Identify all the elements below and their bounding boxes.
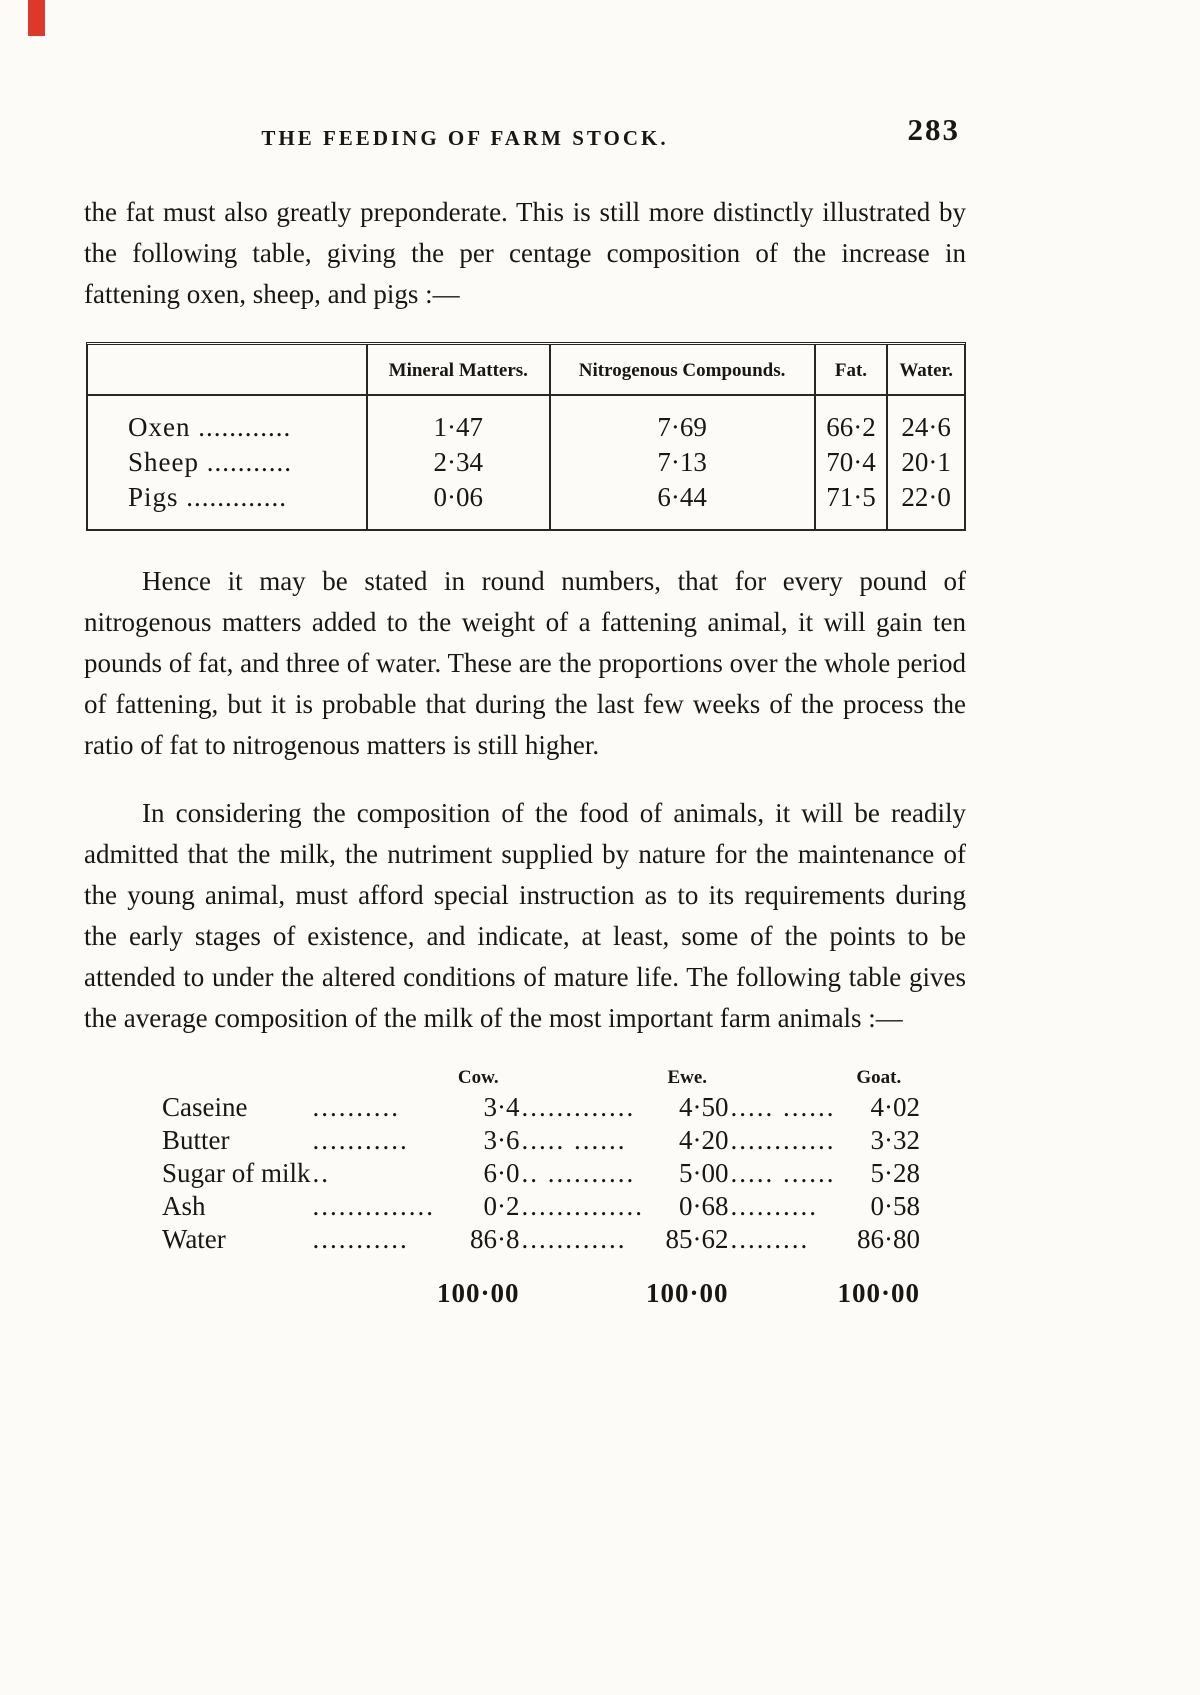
cell-ewe: 4·20	[679, 1125, 729, 1155]
t2-header-ewe: Ewe.	[667, 1067, 708, 1088]
cell-water: 24·6	[887, 395, 964, 445]
t1-header-blank	[88, 345, 367, 395]
cell-cow: 3·4	[483, 1092, 520, 1122]
page-number: 283	[907, 112, 960, 147]
cell-goat: 4·02	[870, 1092, 921, 1122]
leader-dots: ..............	[312, 1191, 435, 1221]
leader-dots: ..... ......	[521, 1125, 627, 1155]
leader-dots: .............	[521, 1092, 636, 1122]
leader-dots: ..............	[521, 1191, 645, 1221]
cell-cow: 0·2	[483, 1191, 520, 1221]
row-label: Ash	[162, 1191, 206, 1221]
row-label: Oxen ............	[128, 412, 292, 442]
cell-cow: 6·0	[483, 1158, 520, 1188]
page-body	[84, 112, 966, 1310]
leader-dots: .. ..........	[521, 1158, 636, 1188]
cell-ewe: 85·62	[665, 1224, 729, 1254]
t2-header-cow: Cow.	[457, 1067, 499, 1088]
cell-mineral: 0·06	[367, 480, 550, 529]
cell-goat: 86·80	[857, 1224, 921, 1254]
page-title: THE FEEDING OF FARM STOCK.	[261, 126, 669, 150]
leader-dots: .............	[186, 482, 288, 512]
milk-row-caseine	[162, 1091, 920, 1124]
t1-header-water: Water.	[887, 345, 964, 395]
leader-dots: ..... ......	[730, 1158, 836, 1188]
leader-dots: ...........	[206, 447, 292, 477]
cell-nitrogenous: 7·69	[550, 395, 815, 445]
leader-dots: ...........	[312, 1125, 409, 1155]
cell-mineral: 1·47	[367, 395, 550, 445]
t2-header-goat: Goat.	[856, 1067, 902, 1088]
milk-row-water	[162, 1223, 920, 1256]
row-label: Caseine	[162, 1092, 248, 1122]
t1-header-mineral-matters: Mineral Matters.	[367, 345, 550, 395]
cell-fat: 71·5	[815, 480, 888, 529]
leader-dots: ..........	[312, 1092, 400, 1122]
total-ewe: 100·00	[646, 1278, 729, 1308]
row-label: Sheep ...........	[128, 447, 292, 477]
leader-dots: ...........	[312, 1224, 409, 1254]
table-row-pigs	[88, 480, 964, 529]
milk-row-ash	[162, 1190, 920, 1223]
table-row-oxen	[88, 395, 964, 445]
milk-table-header-row	[162, 1066, 920, 1091]
cell-goat: 3·32	[870, 1125, 921, 1155]
cell-goat: 5·28	[870, 1158, 921, 1188]
milk-row-butter	[162, 1124, 920, 1157]
milk-composition-table	[162, 1066, 921, 1310]
leader-dots: ............	[730, 1125, 836, 1155]
cell-cow: 3·6	[483, 1125, 520, 1155]
t1-header-fat: Fat.	[815, 345, 888, 395]
cell-cow: 86·8	[470, 1224, 520, 1254]
cell-ewe: 5·00	[679, 1158, 729, 1188]
red-scan-edge-mark	[28, 0, 45, 36]
cell-ewe: 4·50	[679, 1092, 729, 1122]
cell-fat: 70·4	[815, 445, 888, 480]
leader-dots: ............	[198, 412, 292, 442]
running-head	[84, 112, 966, 164]
cell-nitrogenous: 7·13	[550, 445, 815, 480]
row-label: Water	[162, 1224, 226, 1254]
paragraph-3: In considering the composition of the food of animals, it will be readily admitted that the milk, the nutriment supplied by nature for the maintenance of the young animal, must afford special instruction as to its requirements during the early stages of existence, and indicate, at least, some of the points to be attended to under the altered conditions of mature life. The following table gives the average composition of the milk of the most important farm animals :—	[84, 798, 966, 1033]
paragraph-2: Hence it may be stated in round numbers, that for every pound of nitrogenous matters added to the weight of a fattening animal, it will gain ten pounds of fat, and three of water. These are the proportions over the whole period of fattening, but it is probable that during the last few weeks of the process the ratio of fat to nitrogenous matters is still higher.	[84, 566, 966, 760]
leader-dots: ..........	[730, 1191, 819, 1221]
table-row-sheep	[88, 445, 964, 480]
cell-fat: 66·2	[815, 395, 888, 445]
t1-header-nitrogenous-compounds: Nitrogenous Compounds.	[550, 345, 815, 395]
row-label: Butter	[162, 1125, 230, 1155]
leader-dots: ..	[312, 1158, 330, 1188]
milk-row-sugar-of-milk	[162, 1157, 920, 1190]
leader-dots: .........	[730, 1224, 810, 1254]
cell-water: 22·0	[887, 480, 964, 529]
leader-dots: ............	[521, 1224, 627, 1254]
total-cow: 100·00	[437, 1278, 520, 1308]
table-header-row	[88, 345, 964, 395]
leader-dots: ..... ......	[730, 1092, 836, 1122]
cell-ewe: 0·68	[679, 1191, 729, 1221]
total-goat: 100·00	[837, 1278, 921, 1308]
fattening-composition-table	[86, 342, 966, 531]
cell-water: 20·1	[887, 445, 964, 480]
milk-table-totals-row	[162, 1256, 920, 1310]
cell-goat: 0·58	[870, 1191, 921, 1221]
paragraph-1: the fat must also greatly preponderate. This is still more distinctly illustrated by the following table, giving the per centage composition of the increase in fattening oxen, sheep, and pigs :—	[84, 197, 966, 309]
row-label: Pigs .............	[128, 482, 288, 512]
row-label: Sugar of milk	[162, 1158, 311, 1188]
cell-nitrogenous: 6·44	[550, 480, 815, 529]
cell-mineral: 2·34	[367, 445, 550, 480]
